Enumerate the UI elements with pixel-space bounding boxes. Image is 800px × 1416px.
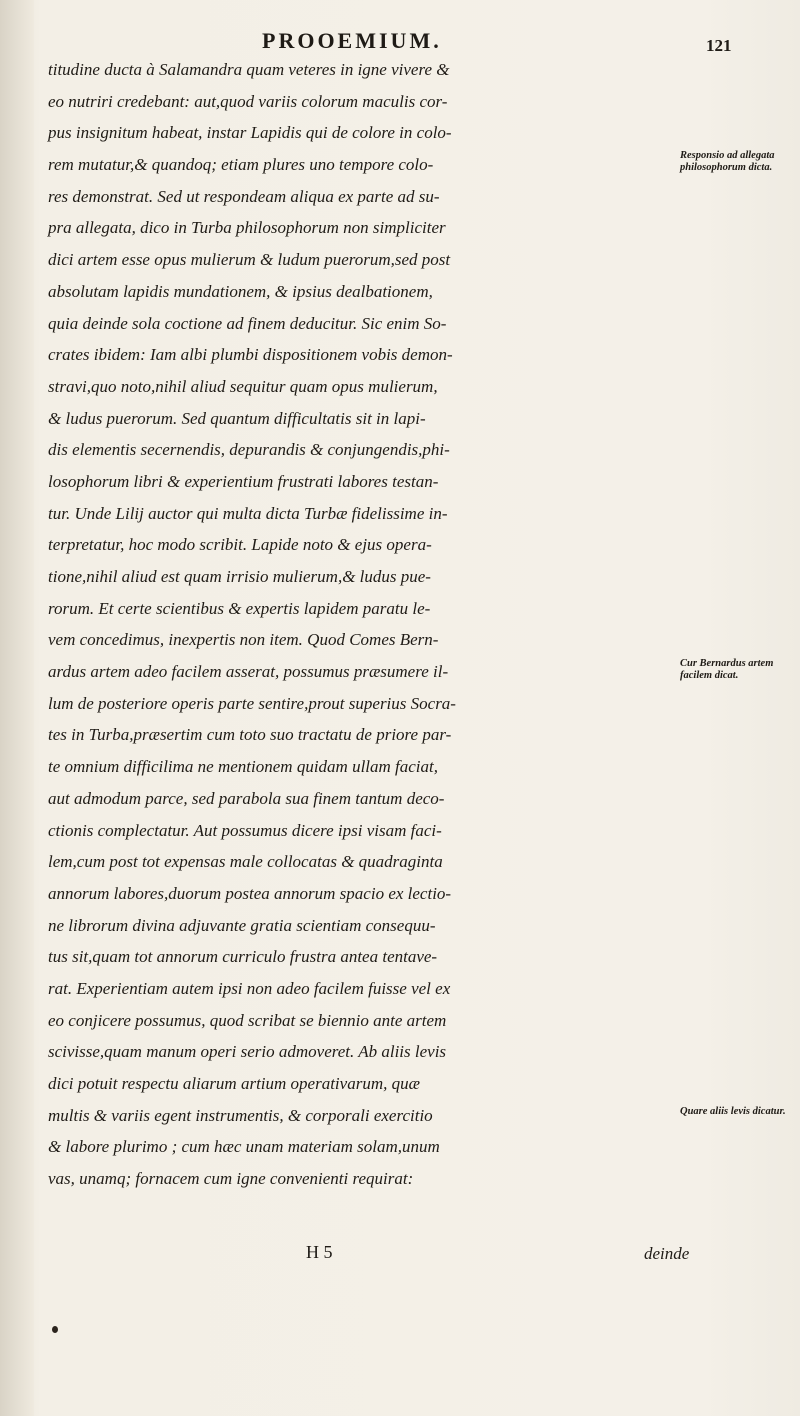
margin-note-bernardus: Cur Bernardus artem facilem dicat.	[680, 658, 774, 681]
binding-edge	[0, 0, 34, 1416]
text-line: absolutam lapidis mundationem, & ipsius dealbationem,	[48, 281, 433, 301]
text-line: lem,cum post tot expensas male collocatas & quadraginta	[48, 852, 443, 872]
text-line: dici artem esse opus mulierum & ludum puerorum,sed post	[48, 250, 451, 270]
text-line: tur. Unde Lilij auctor qui multa dicta Turbæ fidelissime in-	[48, 503, 448, 523]
margin-note-responsio: Responsio ad allegata philosophorum dicta.	[680, 150, 775, 173]
text-line: vas, unamq; fornacem cum igne convenienti requirat:	[48, 1169, 414, 1189]
text-line: rorum. Et certe scientibus & expertis lapidem paratu le-	[48, 598, 431, 618]
text-line: scivisse,quam manum operi serio admoveret. Ab aliis levis	[48, 1042, 447, 1062]
ink-spot	[52, 1326, 58, 1333]
text-line: rem mutatur,& quandoq; etiam plures uno tempore colo-	[48, 155, 434, 175]
text-line: tus sit,quam tot annorum curriculo frustra antea tentave-	[48, 947, 438, 967]
text-line: titudine ducta à Salamandra quam veteres in igne vivere &	[48, 60, 450, 79]
text-line: dici potuit respectu aliarum artium operativarum, quæ	[48, 1074, 420, 1093]
text-line: te omnium difficilima ne mentionem quidam ullam faciat,	[48, 757, 439, 777]
text-line: ctionis complectatur. Aut possumus dicere ipsi visam faci-	[48, 820, 442, 840]
page-number: 121	[706, 36, 732, 55]
text-line: rat. Experientiam autem ipsi non adeo facilem fuisse vel ex	[48, 978, 451, 998]
text-line: annorum labores,duorum postea annorum spacio ex lectio-	[48, 883, 452, 903]
text-line: dis elementis secernendis, depurandis & conjungendis,phi-	[48, 440, 450, 460]
text-line: losophorum libri & experientium frustrati labores testan-	[48, 471, 439, 491]
text-line: eo nutriri credebant: aut,quod variis colorum maculis cor-	[48, 91, 448, 111]
text-line: lum de posteriore operis parte sentire,prout superius Socra-	[48, 693, 456, 713]
text-line: terpretatur, hoc modo scribit. Lapide noto & ejus opera-	[48, 535, 432, 555]
text-line: pra allegata, dico in Turba philosophorum non simpliciter	[48, 218, 446, 238]
text-line: & ludus puerorum. Sed quantum difficultatis sit in lapi-	[48, 408, 426, 428]
text-line: & labore plurimo ; cum hæc unam materiam solam,unum	[48, 1137, 440, 1157]
text-line: stravi,quo noto,nihil aliud sequitur quam opus mulierum,	[48, 376, 438, 396]
text-line: ne librorum divina adjuvante gratia scientiam consequu-	[48, 915, 436, 935]
text-line: multis & variis egent instrumentis, & corporali exercitio	[48, 1105, 433, 1125]
text-line: pus insignitum habeat, instar Lapidis qui de colore in colo-	[48, 123, 452, 143]
text-line: vem concedimus, inexpertis non item. Quod Comes Bern-	[48, 630, 439, 650]
text-line: res demonstrat. Sed ut respondeam aliqua ex parte ad su-	[48, 186, 440, 206]
text-line: aut admodum parce, sed parabola sua finem tantum deco-	[48, 788, 445, 808]
text-line: ardus artem adeo facilem asserat, possumus præsumere il-	[48, 662, 449, 682]
signature-mark: H 5	[306, 1242, 333, 1262]
body-text	[48, 54, 668, 1195]
text-line: eo conjicere possumus, quod scribat se biennio ante artem	[48, 1010, 447, 1030]
margin-note-levis: Quare aliis levis dicatur.	[680, 1106, 786, 1117]
text-line: tes in Turba,præsertim cum toto suo tractatu de priore par-	[48, 725, 452, 745]
running-head: PROOEMIUM.	[262, 28, 442, 53]
catchword: deinde	[644, 1244, 690, 1263]
text-line: crates ibidem: Iam albi plumbi dispositionem vobis demon-	[48, 345, 453, 365]
text-line: quia deinde sola coctione ad finem deducitur. Sic enim So-	[48, 313, 447, 333]
text-line: tione,nihil aliud est quam irrisio mulierum,& ludus pue-	[48, 567, 431, 586]
